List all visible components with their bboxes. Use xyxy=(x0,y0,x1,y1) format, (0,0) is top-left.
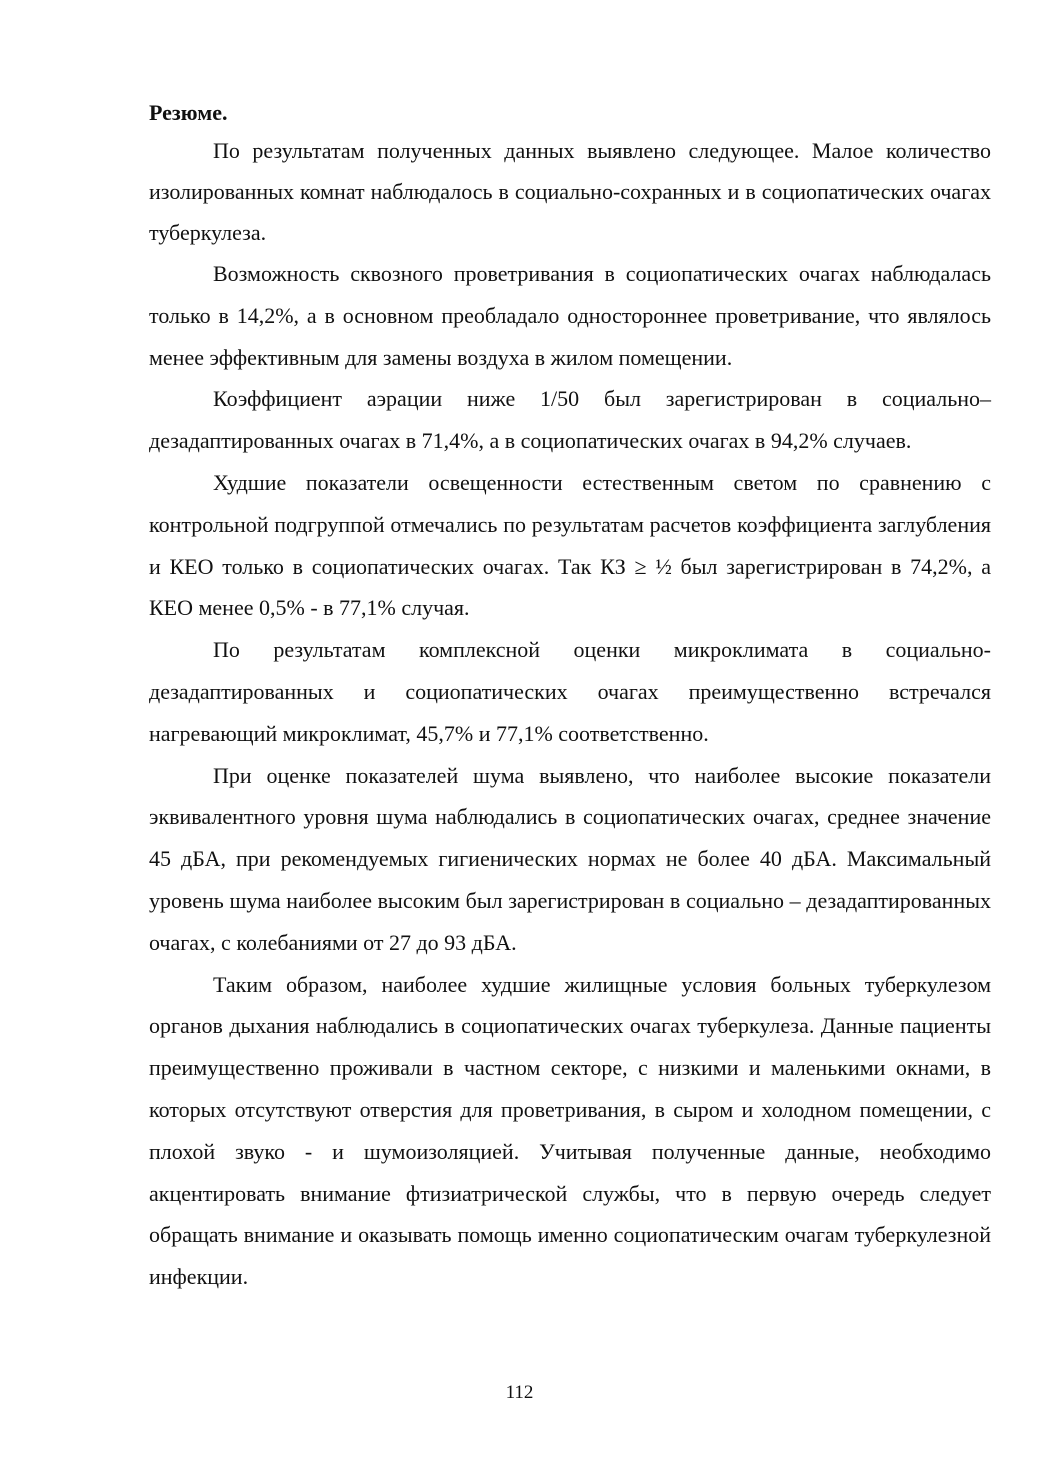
section-heading: Резюме. xyxy=(149,100,228,125)
paragraph-microclimate: По результатам комплексной оценки микроклимата в социально-дезадаптированных и социопатических очагах преимущественно встречался нагревающий микроклимат, 45,7% и 77,1% соответственно. xyxy=(149,637,991,746)
paragraph-conclusion: Таким образом, наиболее худшие жилищные условия больных туберкулезом органов дыхания наблюдались в социопатических очагах туберкулеза. Данные пациенты преимущественно проживали в частном секторе, с низкими и маленькими окнами, в которых отсутствуют отверстия для проветривания, в сыром и холодном помещении, с плохой звуко - и шумоизоляцией. Учитывая полученные данные, необходимо акцентировать внимание фтизиатрической службы, что в первую очередь следует обращать внимание и оказывать помощь именно социопатическим очагам туберкулезной инфекции. xyxy=(149,971,991,1290)
paragraph-lighting: Худшие показатели освещенности естественным светом по сравнению с контрольной подгруппой отмечались по результатам расчетов коэффициента заглубления и КЕО только в социопатических очагах. Так КЗ ≥ ½ был зарегистрирован в 74,2%, а КЕО менее 0,5% - в 77,1% случая. xyxy=(149,469,991,621)
paragraph-noise: При оценке показателей шума выявлено, что наиболее высокие показатели эквивалентного уровня шума наблюдались в социопатических очагах, среднее значение 45 дБА, при рекомендуемых гигиенических нормах не более 40 дБА. Максимальный уровень шума наиболее высоким был зарегистрирован в социально – дезадаптированных очагах, с колебаниями от 27 до 93 дБА. xyxy=(149,762,991,955)
paragraph-summary-intro: По результатам полученных данных выявлено следующее. Малое количество изолированных комнат наблюдалось в социально-сохранных и в социопатических очагах туберкулеза. xyxy=(149,138,991,245)
paragraph-ventilation: Возможность сквозного проветривания в социопатических очагах наблюдалась только в 14,2%, а в основном преобладало одностороннее проветривание, что являлось менее эффективным для замены воздуха в жилом помещении. xyxy=(149,261,991,370)
page-number: 112 xyxy=(505,1382,534,1403)
paragraph-aeration: Коэффициент аэрации ниже 1/50 был зарегистрирован в социально–дезадаптированных очагах в 71,4%, а в социопатических очагах в 94,2% случаев. xyxy=(149,386,991,454)
document-page xyxy=(149,96,991,1298)
